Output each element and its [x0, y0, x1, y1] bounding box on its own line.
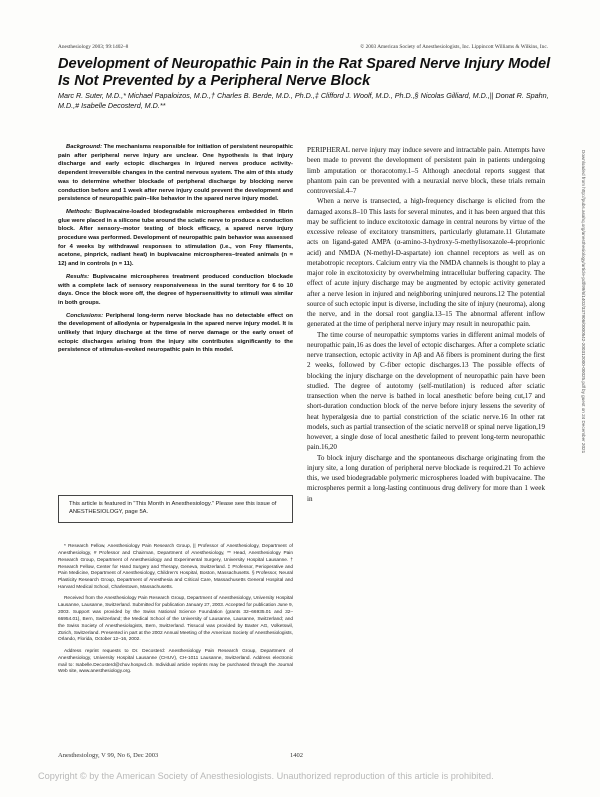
background-text: The mechanisms responsible for initiation of persistent neuropathic pain after peripheral nerve injury are unclear. One hypothesis is that injury discharge and early ectopic discharges in injured nerves produce activity-dependent irreversible changes in the central nervous system. The aim of this study was to determine whether blockade of peripheral discharge by blocking nerve conduction before and 1 week after nerve injury could prevent the development and persistence of neuropathic pain–like behavior in the spared nerve injury model. [58, 144, 293, 203]
journal-reference: Anesthesiology 2003; 99:1402–8 [58, 44, 129, 50]
running-header [58, 44, 548, 54]
background-label: Background: [66, 144, 103, 150]
footnote-received: Received from the Anesthesiology Pain Research Group, Department of Anesthesiology, University Hospital Lausanne, Lausanne, Switzerland. Submitted for publication January 27, 2003. Accepted for publication June 9, 2003. Support was provided by the Swiss National Science Foundation (grants 32–66935.01 and 32–66954.01), Bern, Switzerland; the Medical School of the University of Lausanne, Lausanne, Switzerland; and the Swiss Society of Anesthesiologists, Bern, Switzerland. Tissucol was provided by Baxter AG, Volketswil, Zürich, Switzerland. Presented in part at the 2002 Annual Meeting of the American Society of Anesthesiologists, Orlando, Florida, October 12–16, 2002. [58, 596, 293, 643]
publisher-copyright: © 2003 American Society of Anesthesiologists, Inc. Lippincott Williams & Wilkins, Inc. [360, 44, 548, 50]
footer-journal: Anesthesiology, V 99, No 6, Dec 2003 [58, 752, 159, 759]
conclusions-text: Peripheral long-term nerve blockade has no detectable effect on the development of allodynia or hyperalgesia in the spared nerve injury model. It is unlikely that injury discharge at the time of nerve damage or the early onset of ectopic discharges arising from the injury site contributes significantly to the persistence of stimulus-evoked neuropathic pain in this model. [58, 312, 293, 354]
conclusions-label: Conclusions: [66, 312, 104, 319]
body-paragraph: The time course of neuropathic symptoms varies in different animal models of neuropathic pain,16 as does the level of ectopic discharges. After a complete sciatic nerve transection, ectopic activity in Aβ and Aδ fibers is prominent during the first 2 weeks, followed by C-fiber ectopic discharges.13 The possible effects of blocking the injury discharge on the development of neuropathic pain have been studied. The degree of autotomy (self-mutilation) is reduced after sciatic transection when the nerve is bathed in local anesthetic before being cut,17 and short-duration conduction block of the nerve before injury lessens the severity of heat hyperalgesia due to partial constriction of the sciatic nerve.16 In other rat models, such as partial transection of the sciatic nerve18 or spinal nerve ligation,19 however, a single dose of local anesthetic failed to prevent long-term neuropathic pain.16,20 [307, 330, 545, 452]
body-paragraph: PERIPHERAL nerve injury may induce severe and intractable pain. Attempts have been made to prevent the development of persistent pain in patients undergoing limb amputation or thoracotomy.1–5 Although anecdotal reports suggest that phantom pain can be prevented with a neuraxial nerve block, these trials remain controversial.4–7 [307, 146, 545, 195]
page-number: 1402 [290, 752, 303, 759]
featured-notice-box: This article is featured in “This Month in Anesthesiology.” Please see this issue of ANESTHESIOLOGY, page 5A. [58, 495, 293, 523]
author-list: Marc R. Suter, M.D.,* Michael Papaloizos, M.D.,† Charles B. Berde, M.D., Ph.D.,‡ Clifford J. Woolf, M.D., Ph.D.,§ Nicolas Gilliard, M.D.,|| Donat R. Spahn, M.D.,# Isabelle Decosterd, M.D.** [58, 91, 549, 110]
download-watermark [574, 150, 586, 710]
page-footer [58, 752, 548, 762]
results-text: Bupivacaine microspheres treatment produced conduction blockade with a complete lack of sensory responsiveness in the sural territory for 6 to 10 days. Once the block wore off, the degree of hypersensitivity to stimuli was similar in both groups. [58, 273, 294, 306]
article-title: Development of Neuropathic Pain in the Rat Spared Nerve Injury Model Is Not Prevented by a Peripheral Nerve Block [58, 56, 551, 89]
download-note: Downloaded from http://pubs.asahq.org/anesthesiology/article-pdf/99/6/1402/337906/0000542-200312000-00025.pdf by guest on 24 December 2021 [581, 150, 586, 454]
abstract-methods [58, 208, 293, 269]
footnote-address: Address reprint requests to Dr. Decosterd: Anesthesiology Pain Research Group, Department of Anesthesiology, University Hospital Lausanne (CHUV), CH-1011 Lausanne, Switzerland. Address electronic mail to: Isabelle.Decosterd@chuv.hospvd.ch. Individual article reprints may be purchased through the Journal Web site, www.anesthesiology.org. [58, 648, 293, 675]
abstract-conclusions [58, 312, 293, 356]
copyright-watermark: Copyright © by the American Society of Anesthesiologists. Unauthorized reproduction of this article is prohibited. [38, 771, 494, 781]
footnotes [58, 544, 293, 681]
results-label: Results: [66, 273, 90, 280]
footnote-affiliations: * Research Fellow, Anesthesiology Pain Research Group, || Professor of Anesthesiology, Department of Anesthesiology, # Professor and Chairman, Department of Anesthesiology, ** Head, Anesthesiology Pain Research Group, Department of Anesthesiology and Experimental Surgery, University Hospital Lausanne. † Research Fellow, Center for Hand Surgery and Therapy, Geneva, Switzerland. ‡ Professor, Perioperative and Pain Medicine, Department of Anesthesiology, Children's Hospital, Boston, Massachusetts. § Professor, Neural Plasticity Research Group, Department of Anesthesia and Critical Care, Massachusetts General Hospital and Harvard Medical School, Charlestown, Massachusetts. [58, 544, 293, 591]
abstract [58, 143, 293, 359]
abstract-background [58, 143, 293, 204]
body-column [307, 145, 545, 504]
methods-label: Methods: [66, 208, 92, 215]
abstract-results [58, 273, 293, 308]
body-paragraph: When a nerve is transected, a high-frequency discharge is elicited from the damaged axons.8–10 This lasts for several minutes, and it has been argued that this may be sufficient to induce excitotoxic damage in central neurons by virtue of the excessive release of excitatory transmitters, particularly glutamate.11 Glutamate acts on ligand-gated AMPA (α-amino-3-hydroxy-5-methylisoxazole-4-proprionic acid) and NMDA (N-methyl-D-aspartate) ion channel receptors as well as on metabotropic receptors. Calcium entry via the NMDA channels is thought to play a major role in excitotoxicity by overwhelming intracellular buffering capacity. The effect of acute injury discharge may be augmented by ectopic activity generated after a nerve lesion in injured and neighboring uninjured neurons.12 The potential source of such ectopic input is diverse, including the site of injury (neuroma), along the nerve, and in the dorsal root ganglia.13–15 The abnormal afferent inflow generated at the time of peripheral nerve injury may result in neuropathic pain. [307, 197, 545, 329]
methods-text: Bupivacaine-loaded biodegradable microspheres embedded in fibrin glue were placed in a silicone tube around the sciatic nerve to produce a conduction block. After sensory–motor testing of block efficacy, a spared nerve injury procedure was performed. Development of neuropathic pain behavior was assessed for 4 weeks by withdrawal responses to stimulation (i.e., von Frey filaments, acetone, pinprick, radiant heat) in bupivacaine microspheres–treated animals (n = 12) and in controls (n = 11). [58, 208, 293, 268]
body-paragraph: To block injury discharge and the spontaneous discharge originating from the injury site, a long duration of peripheral nerve blockade is required.21 To achieve this, we used biodegradable polymeric microspheres loaded with bupivacaine. The microspheres permit a long-lasting continuous drug delivery for more than 1 week in [307, 453, 545, 503]
